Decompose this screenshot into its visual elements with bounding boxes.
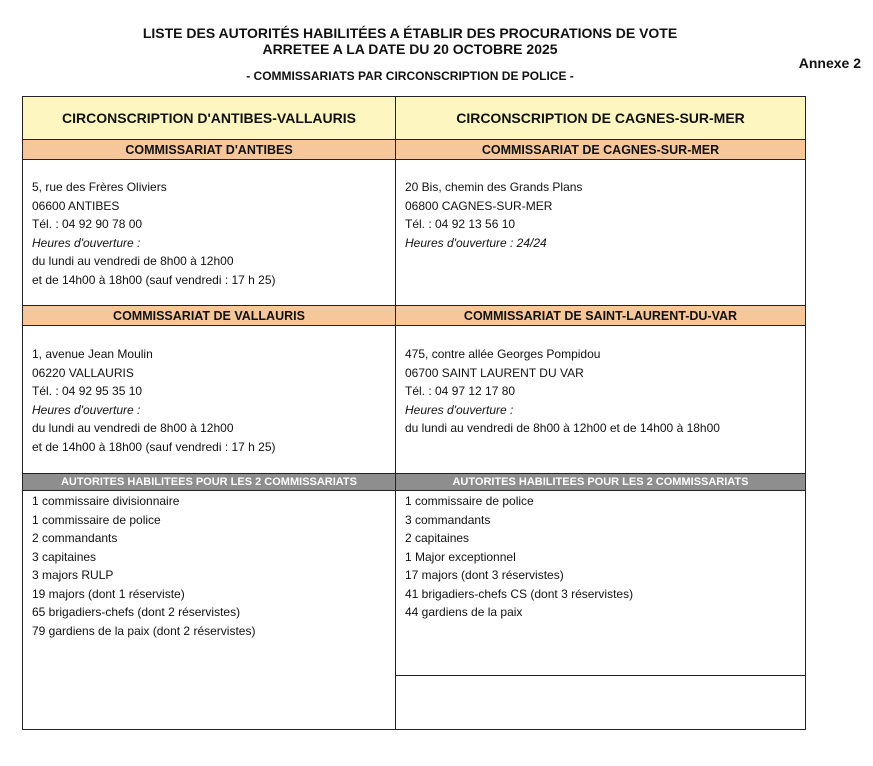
hours-label: Heures d'ouverture : (32, 402, 141, 417)
document-subtitle: - COMMISSARIATS PAR CIRCONSCRIPTION DE POLICE - (246, 69, 574, 83)
hours-line: et de 14h00 à 18h00 (sauf vendredi : 17 h 25) (32, 439, 276, 454)
hours-label: Heures d'ouverture : (32, 235, 141, 250)
phone: Tél. : 04 92 13 56 10 (405, 217, 516, 231)
phone: Tél. : 04 92 90 78 00 (32, 217, 143, 231)
address: 1, avenue Jean Moulin (32, 347, 153, 361)
left-commissariat1-info (32, 178, 276, 289)
right-authorities-list (405, 492, 633, 622)
left-circonscription-header: CIRCONSCRIPTION D'ANTIBES-VALLAURIS (23, 97, 395, 139)
list-item: 44 gardiens de la paix (405, 605, 523, 619)
document-title-line2: ARRETEE A LA DATE DU 20 OCTOBRE 2025 (262, 41, 558, 57)
annexe-label: Annexe 2 (798, 55, 861, 71)
list-item: 41 brigadiers-chefs CS (dont 3 réservistes) (405, 586, 634, 601)
column-divider (395, 97, 396, 729)
hours-label: Heures d'ouverture : 24/24 (405, 235, 547, 250)
list-item: 17 majors (dont 3 réservistes) (405, 568, 564, 582)
right-circonscription-header: CIRCONSCRIPTION DE CAGNES-SUR-MER (396, 97, 805, 139)
phone: Tél. : 04 97 12 17 80 (405, 384, 516, 398)
list-item: 1 commissaire de police (405, 494, 534, 508)
list-item: 19 majors (dont 1 réserviste) (32, 586, 185, 601)
hours-line: du lundi au vendredi de 8h00 à 12h00 (32, 254, 234, 268)
hours-line: et de 14h00 à 18h00 (sauf vendredi : 17 h 25) (32, 272, 276, 287)
list-item: 79 gardiens de la paix (dont 2 réservistes) (32, 623, 256, 638)
left-commissariat1-header: COMMISSARIAT D'ANTIBES (23, 139, 395, 160)
phone: Tél. : 04 92 95 35 10 (32, 384, 143, 398)
city: 06600 ANTIBES (32, 198, 120, 213)
address: 475, contre allée Georges Pompidou (405, 347, 601, 361)
list-item: 3 commandants (405, 512, 491, 527)
hours-line: du lundi au vendredi de 8h00 à 12h00 et de 14h00 à 18h00 (405, 421, 720, 435)
left-authorities-list (32, 492, 255, 640)
hours-line: du lundi au vendredi de 8h00 à 12h00 (32, 421, 234, 435)
right-commissariat1-info (405, 178, 582, 252)
right-commissariat2-info (405, 345, 720, 438)
left-commissariat2-header: COMMISSARIAT DE VALLAURIS (23, 305, 395, 326)
right-authorities-header: AUTORITES HABILITEES POUR LES 2 COMMISSARIATS (396, 473, 805, 491)
document-title-line1: LISTE DES AUTORITÉS HABILITÉES A ÉTABLIR DES PROCURATIONS DE VOTE (142, 25, 678, 41)
city: 06700 SAINT LAURENT DU VAR (405, 365, 584, 380)
list-item: 1 commissaire de police (32, 512, 161, 527)
left-commissariat2-info (32, 345, 276, 456)
address: 20 Bis, chemin des Grands Plans (405, 180, 583, 194)
address: 5, rue des Frères Oliviers (32, 180, 167, 194)
left-authorities-header: AUTORITES HABILITEES POUR LES 2 COMMISSARIATS (23, 473, 395, 491)
list-item: 2 commandants (32, 531, 118, 545)
list-item: 65 brigadiers-chefs (dont 2 réservistes) (32, 605, 241, 619)
right-commissariat2-header: COMMISSARIAT DE SAINT-LAURENT-DU-VAR (396, 305, 805, 326)
bottom-separator (396, 675, 805, 676)
right-commissariat1-header: COMMISSARIAT DE CAGNES-SUR-MER (396, 139, 805, 160)
city: 06220 VALLAURIS (32, 365, 134, 380)
authorities-table (22, 96, 806, 730)
list-item: 2 capitaines (405, 531, 470, 545)
city: 06800 CAGNES-SUR-MER (405, 198, 553, 213)
hours-label: Heures d'ouverture : (405, 402, 514, 417)
list-item: 1 Major exceptionnel (405, 549, 516, 564)
list-item: 3 capitaines (32, 549, 97, 564)
list-item: 3 majors RULP (32, 568, 114, 582)
list-item: 1 commissaire divisionnaire (32, 494, 180, 508)
